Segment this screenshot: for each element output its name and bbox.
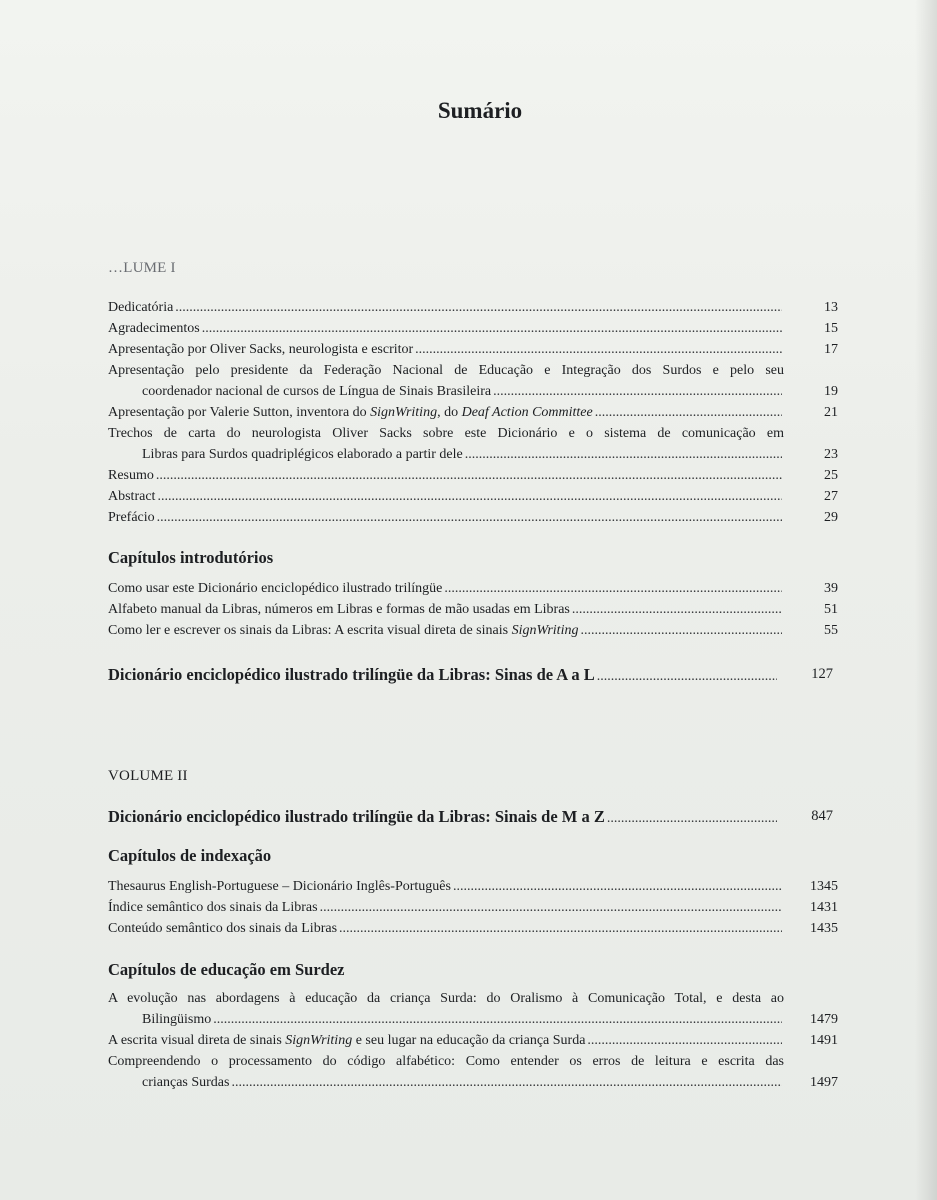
entry-text: , do [437, 405, 462, 420]
dot-leader [175, 297, 782, 318]
entry-title-line-1: Apresentação pelo presidente da Federação Nacional de Educação e Integração dos Surdos e pelo seu [108, 363, 784, 378]
page-number: 25 [824, 468, 838, 483]
page-number: 847 [811, 808, 833, 824]
entry-text: A escrita visual direta de sinais [108, 1033, 286, 1048]
toc-entry [108, 876, 838, 897]
section-heading-education: Capítulos de educação em Surdez [108, 960, 345, 979]
entry-title: Thesaurus English-Portuguese – Dicionário Inglês-Português [108, 879, 451, 894]
section-heading-intro: Capítulos introdutórios [108, 548, 274, 567]
toc-entry [108, 988, 838, 1030]
page-number: 17 [824, 342, 838, 357]
entry-title: Agradecimentos [108, 321, 200, 336]
toc-education-chapters [108, 988, 838, 1093]
toc-index-chapters [108, 876, 838, 939]
dot-leader [465, 444, 782, 465]
dot-leader [157, 507, 782, 528]
toc-entry [108, 339, 838, 360]
dot-leader [339, 918, 782, 939]
entry-text: Apresentação por Valerie Sutton, inventora do [108, 405, 371, 420]
entry-title-line-2: coordenador nacional de cursos de Língua de Sinais Brasileira [142, 384, 492, 399]
entry-title-line-1: Compreendendo o processamento do código alfabético: Como entender os erros de leitura e escrita das [108, 1054, 784, 1069]
page-number: 15 [824, 321, 838, 336]
page-number: 1479 [810, 1012, 838, 1027]
dot-leader [231, 1072, 782, 1093]
entry-title-line-2: Bilingüismo [142, 1012, 212, 1027]
toc-entry [108, 1051, 838, 1093]
entry-italic-text: SignWriting [370, 405, 438, 420]
page-number: 1345 [810, 879, 838, 894]
toc-entry [108, 360, 838, 402]
entry-italic-text: SignWriting [511, 623, 579, 638]
toc-entry [108, 578, 838, 599]
toc-entry [108, 465, 838, 486]
toc-entry [108, 486, 838, 507]
page-number: 55 [824, 623, 838, 638]
page-number: 21 [824, 405, 838, 420]
page-number: 13 [824, 300, 838, 315]
toc-entry [108, 599, 838, 620]
entry-text: e seu lugar na educação da criança Surda [352, 1033, 586, 1048]
volume-1-heading: …LUME I [108, 260, 176, 276]
page-number: 1431 [810, 900, 838, 915]
page-number: 27 [824, 489, 838, 504]
toc-entry [108, 423, 838, 465]
page-number: 51 [824, 602, 838, 617]
toc-entry [108, 402, 838, 423]
toc-entry [108, 507, 838, 528]
entry-title-line-2: crianças Surdas [142, 1075, 230, 1090]
volume-2-heading: VOLUME II [108, 768, 188, 784]
entry-title [108, 402, 593, 423]
page-number: 39 [824, 581, 838, 596]
page-number: 29 [824, 510, 838, 525]
dot-leader [572, 599, 782, 620]
toc-entry-dictionary-a-l [108, 661, 833, 685]
entry-title-line-2: Libras para Surdos quadriplégicos elaborado a partir dele [142, 447, 463, 462]
toc-volume-1-front [108, 297, 838, 528]
entry-title: Resumo [108, 468, 154, 483]
page-number: 1497 [810, 1075, 838, 1090]
toc-entry [108, 1030, 838, 1051]
toc-entry [108, 620, 838, 641]
dot-leader [587, 1030, 782, 1051]
toc-entry-dictionary-m-z [108, 803, 833, 827]
page-title: Sumário [437, 98, 523, 123]
dot-leader [213, 1009, 782, 1030]
entry-title-line-1: A evolução nas abordagens à educação da criança Surda: do Oralismo à Comunicação Total, e desta ao [108, 991, 784, 1006]
entry-title: Prefácio [108, 510, 155, 525]
dot-leader [202, 318, 782, 339]
entry-title: Abstract [108, 489, 156, 504]
toc-entry [108, 897, 838, 918]
dot-leader [597, 669, 777, 685]
toc-entry [108, 918, 838, 939]
dot-leader [320, 897, 782, 918]
entry-title-line-1: Trechos de carta do neurologista Oliver Sacks sobre este Dicionário e o sistema de comunicação em [108, 426, 784, 441]
page-number: 23 [824, 447, 838, 462]
entry-title: Índice semântico dos sinais da Libras [108, 900, 318, 915]
dot-leader [157, 486, 782, 507]
page-number: 1435 [810, 921, 838, 936]
entry-title: Como usar este Dicionário enciclopédico ilustrado trilíngüe [108, 581, 443, 596]
entry-italic-text: Deaf Action Committee [461, 405, 593, 420]
entry-title: Alfabeto manual da Libras, números em Libras e formas de mão usadas em Libras [108, 602, 570, 617]
page-number: 127 [811, 666, 833, 682]
section-heading-index: Capítulos de indexação [108, 846, 272, 865]
entry-title: Dedicatória [108, 300, 174, 315]
toc-entry [108, 318, 838, 339]
toc-entry [108, 297, 838, 318]
dot-leader [493, 381, 782, 402]
entry-title: Conteúdo semântico dos sinais da Libras [108, 921, 338, 936]
entry-italic-text: SignWriting [285, 1033, 353, 1048]
dot-leader [156, 465, 782, 486]
entry-title: Apresentação por Oliver Sacks, neurologista e escritor [108, 342, 414, 357]
page-number: 19 [824, 384, 838, 399]
dot-leader [607, 811, 777, 827]
toc-intro-chapters [108, 578, 838, 641]
entry-title [108, 1030, 585, 1051]
entry-title [108, 620, 578, 641]
dot-leader [595, 402, 782, 423]
entry-text: Como ler e escrever os sinais da Libras: A escrita visual direta de sinais [108, 623, 512, 638]
dot-leader [580, 620, 782, 641]
dot-leader [415, 339, 782, 360]
entry-title: Dicionário enciclopédico ilustrado trilíngüe da Libras: Sinais de M a Z [108, 807, 605, 826]
entry-title: Dicionário enciclopédico ilustrado trilíngüe da Libras: Sinas de A a L [108, 665, 595, 684]
dot-leader [453, 876, 782, 897]
page-number: 1491 [810, 1033, 838, 1048]
dot-leader [444, 578, 782, 599]
